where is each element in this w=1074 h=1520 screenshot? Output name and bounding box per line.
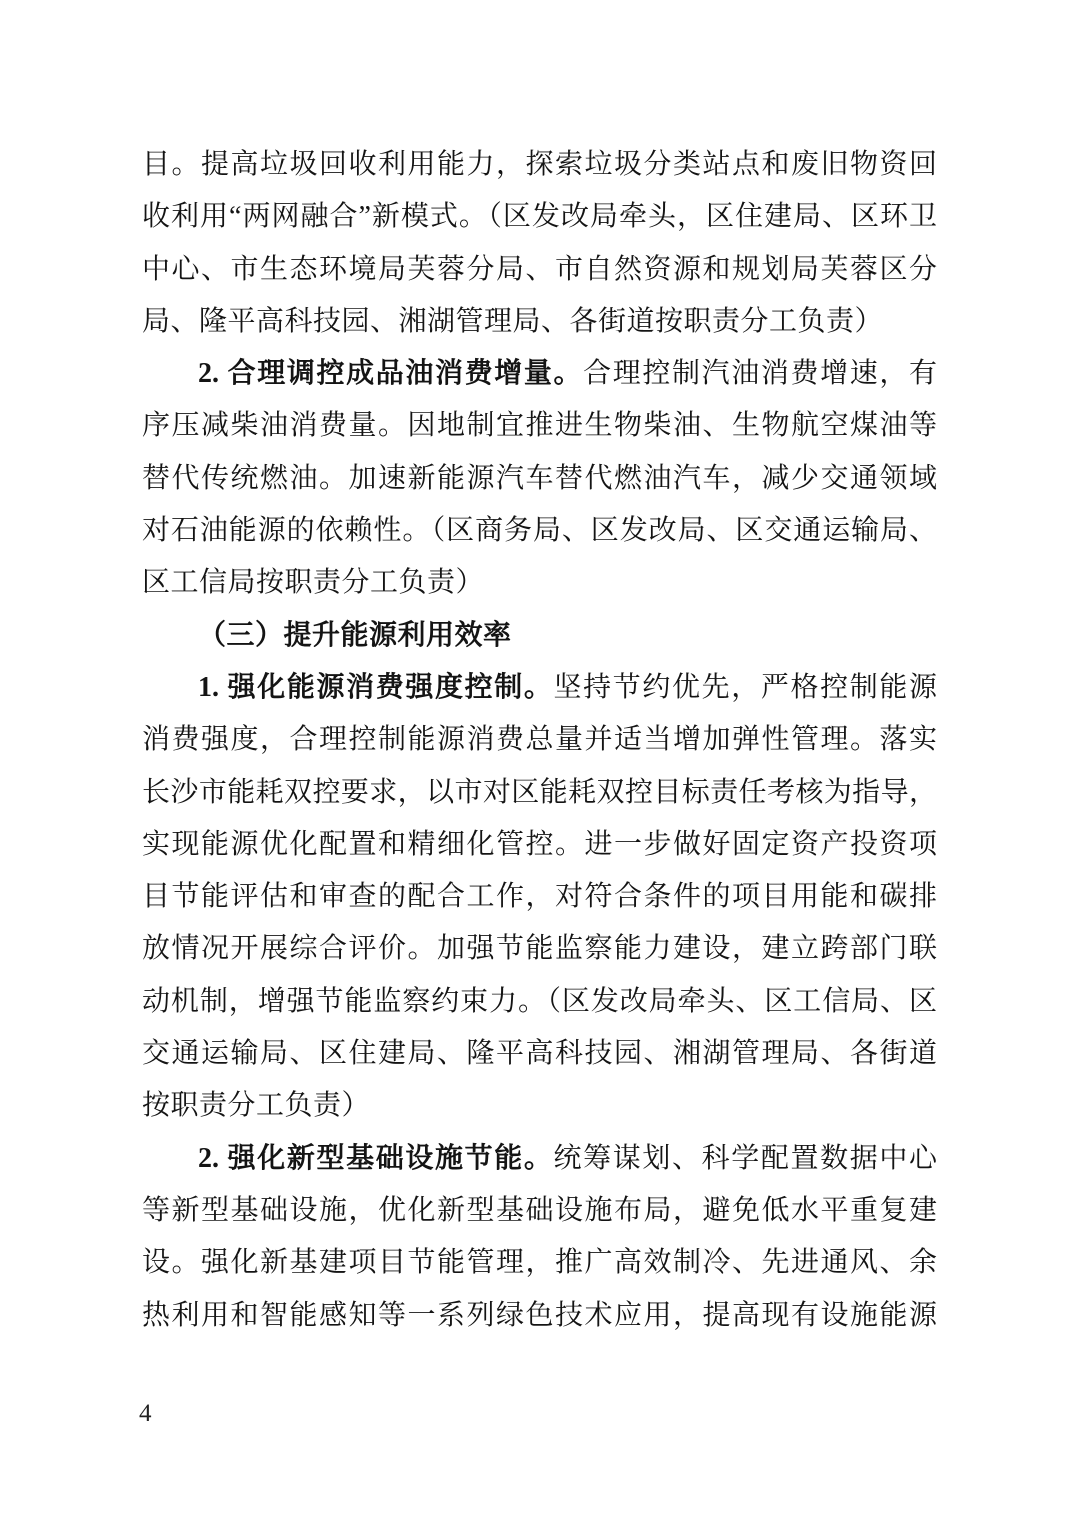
text-line: 中心、市生态环境局芙蓉分局、市自然资源和规划局芙蓉区分 <box>142 253 937 285</box>
text-line: 交通运输局、区住建局、隆平高科技园、湘湖管理局、各街道 <box>142 1038 937 1070</box>
text-line: 局、隆平高科技园、湘湖管理局、各街道按职责分工负责） <box>142 305 884 337</box>
text-line: 替代传统燃油。加速新能源汽车替代燃油汽车，减少交通领域 <box>142 462 937 494</box>
paragraph-lead-line <box>142 662 937 714</box>
text-line: 按职责分工负责） <box>142 1090 371 1122</box>
paragraph-text: 合理控制汽油消费增速，有 <box>583 358 937 390</box>
text-line: 设。强化新基建项目节能管理，推广高效制冷、先进通风、余 <box>142 1247 937 1279</box>
paragraph-number-heading: 2. 强化新型基础设施节能。 <box>198 1142 554 1174</box>
paragraph-number-heading: 2. 合理调控成品油消费增量。 <box>198 358 584 390</box>
text-line: 收利用“两网融合”新模式。（区发改局牵头，区住建局、区环卫 <box>142 201 937 233</box>
text-line: 等新型基础设施，优化新型基础设施布局，避免低水平重复建 <box>142 1194 937 1226</box>
text-line: 目。提高垃圾回收利用能力，探索垃圾分类站点和废旧物资回 <box>142 149 937 180</box>
text-line: 对石油能源的依赖性。（区商务局、区发改局、区交通运输局、 <box>142 515 937 547</box>
text-line: 序压减柴油消费量。因地制宜推进生物柴油、生物航空煤油等 <box>142 410 937 442</box>
text-line: 动机制，增强节能监察约束力。（区发改局牵头、区工信局、区 <box>142 985 937 1017</box>
paragraph-lead-line <box>142 348 937 400</box>
paragraph-number-heading: 1. 强化能源消费强度控制。 <box>198 671 554 703</box>
text-line: 目节能评估和审查的配合工作，对符合条件的项目用能和碳排 <box>142 881 937 913</box>
text-line: 长沙市能耗双控要求，以市对区能耗双控目标责任考核为指导， <box>142 776 937 808</box>
text-line: 区工信局按职责分工负责） <box>142 567 485 599</box>
paragraph-text: 坚持节约优先，严格控制能源 <box>553 671 937 703</box>
text-line: 热利用和智能感知等一系列绿色技术应用，提高现有设施能源 <box>142 1299 937 1331</box>
text-line: 实现能源优化配置和精细化管控。进一步做好固定资产投资项 <box>142 828 937 860</box>
text-line: 消费强度，合理控制能源消费总量并适当增加弹性管理。落实 <box>142 724 937 756</box>
section-heading: （三）提升能源利用效率 <box>198 619 512 651</box>
page-number: 4 <box>139 1400 152 1427</box>
document-body <box>142 139 937 1342</box>
paragraph-text: 统筹谋划、科学配置数据中心 <box>553 1142 937 1174</box>
paragraph-lead-line <box>142 1133 937 1185</box>
text-line: 放情况开展综合评价。加强节能监察能力建设，建立跨部门联 <box>142 933 937 965</box>
